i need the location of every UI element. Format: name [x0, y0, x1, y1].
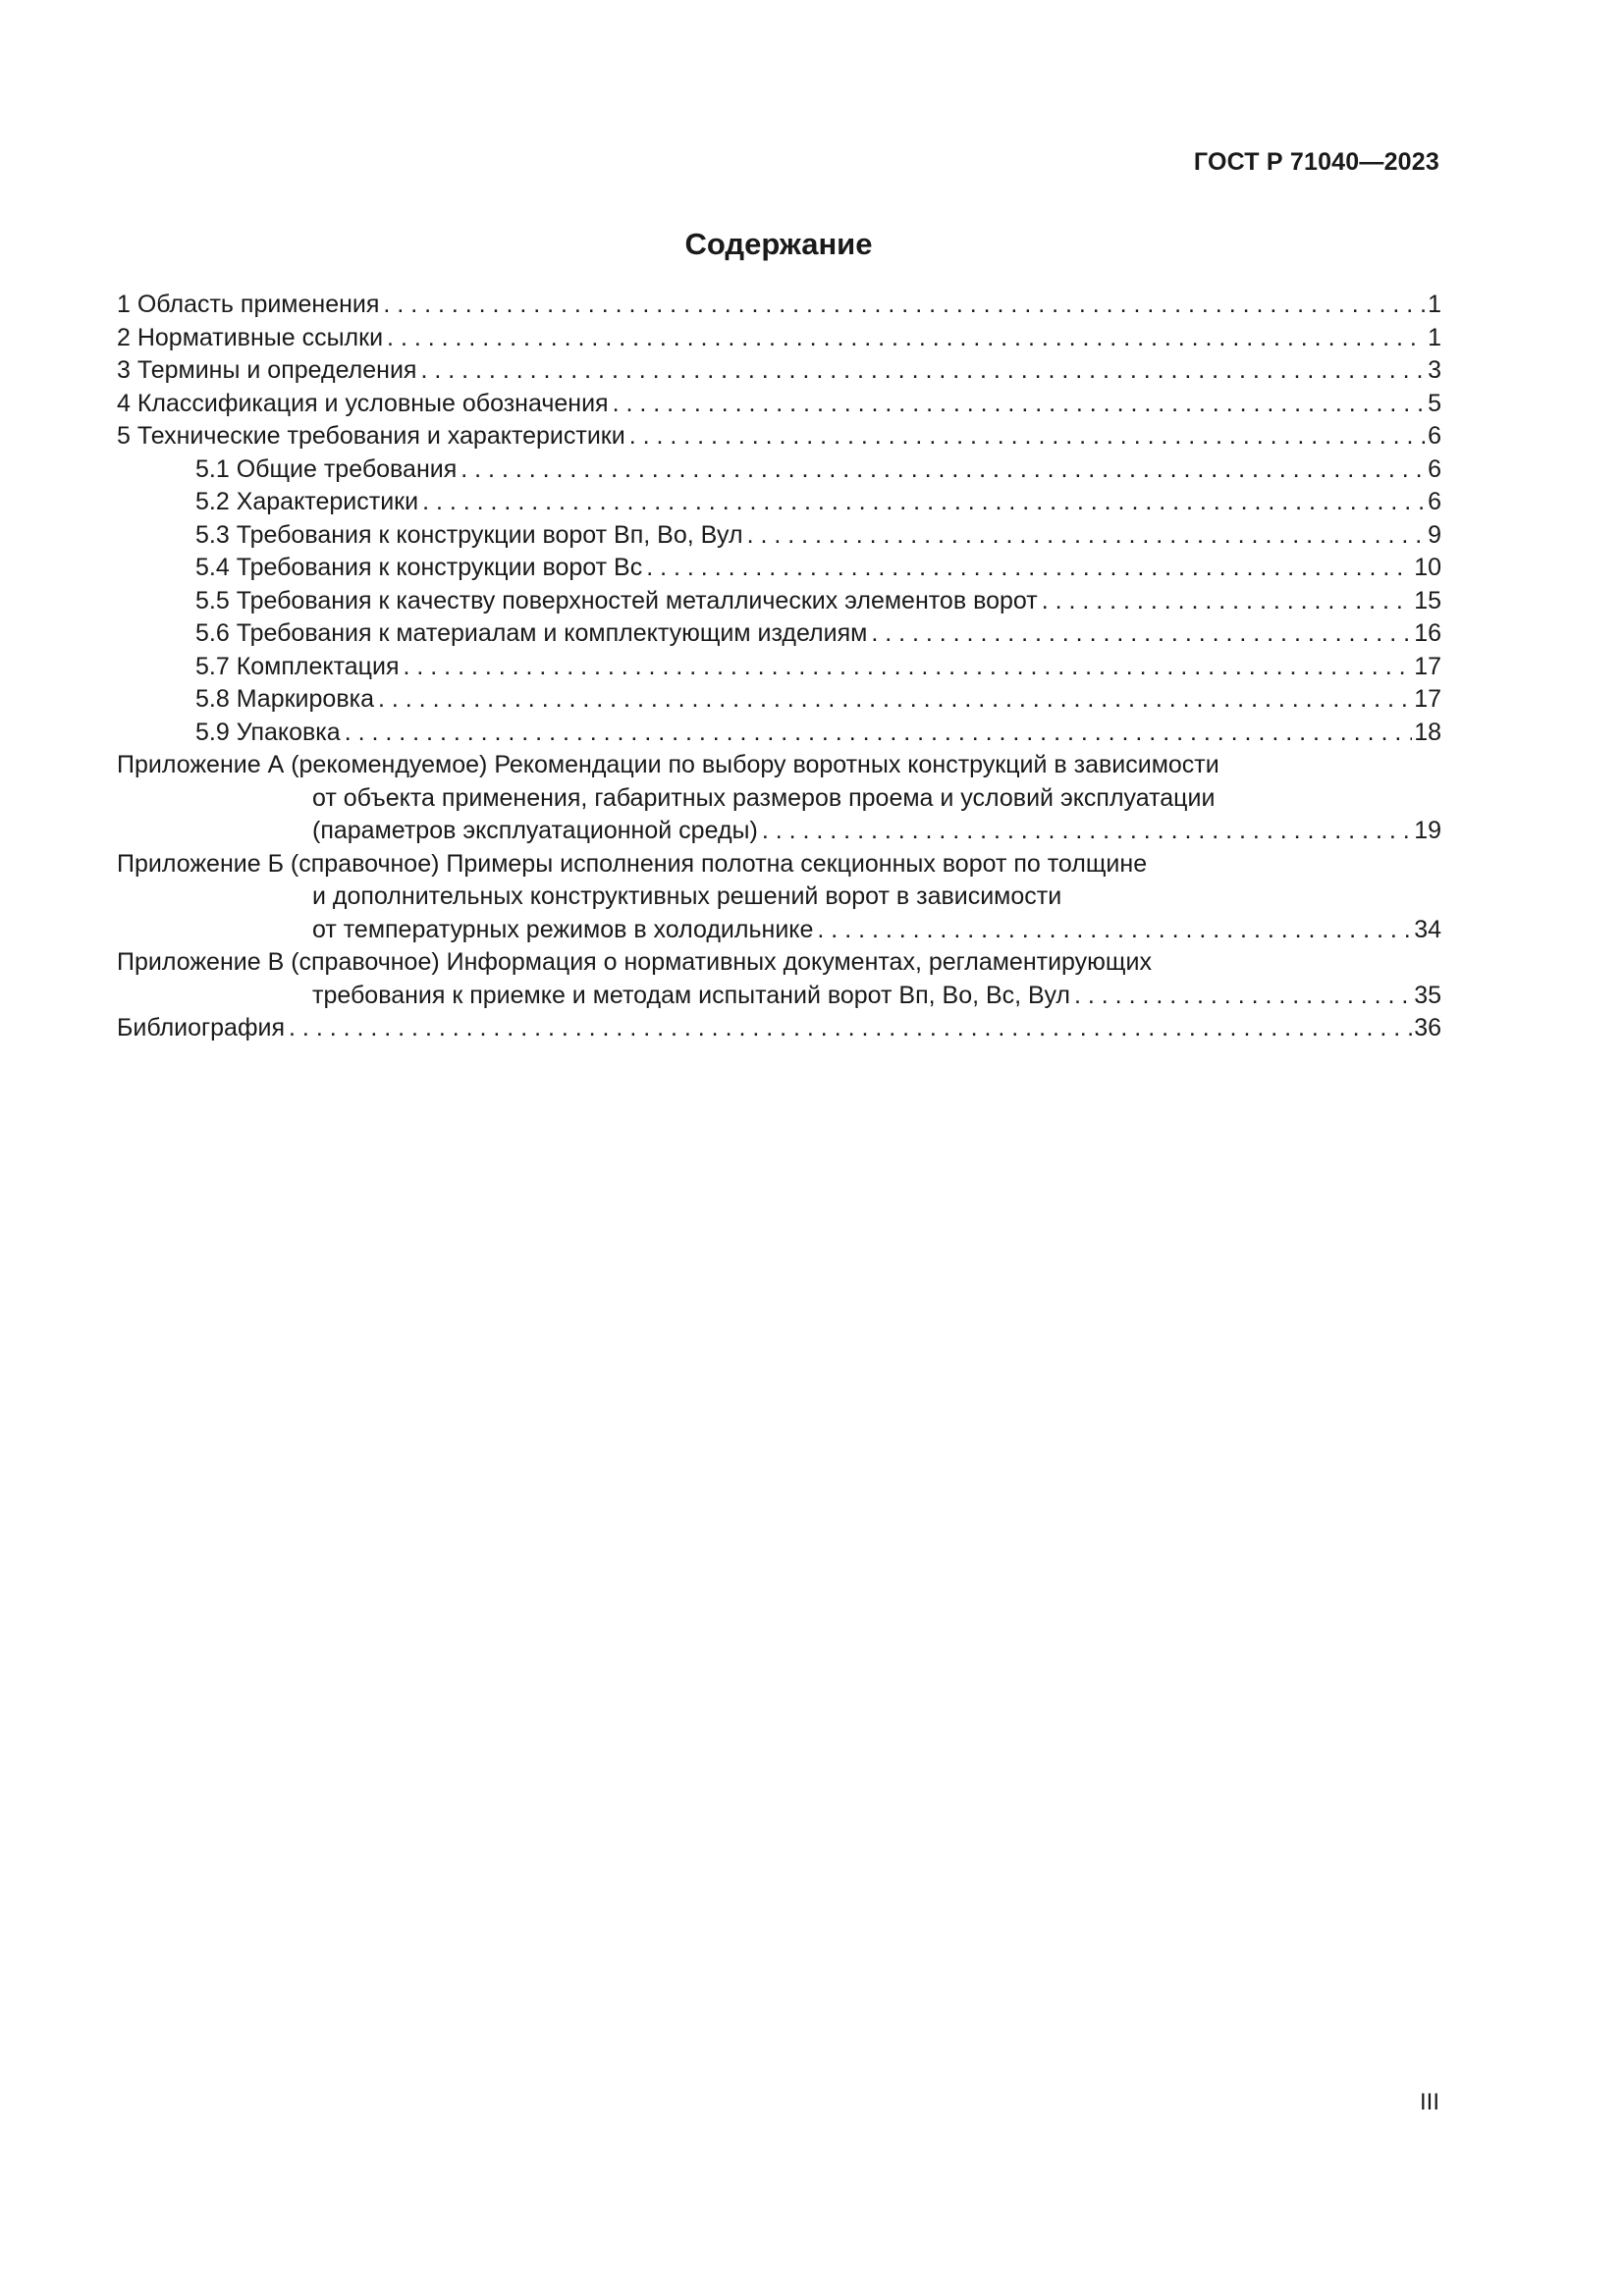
- toc-entry-text: 5.2 Характеристики: [195, 488, 419, 515]
- toc-page-number: 15: [1414, 586, 1441, 614]
- toc-entry-text: 5.5 Требования к качеству поверхностей металлических элементов ворот: [195, 586, 1038, 614]
- toc-page-number: 3: [1428, 356, 1441, 384]
- document-code: ГОСТ Р 71040—2023: [1193, 148, 1439, 176]
- toc-entry[interactable]: [117, 585, 1441, 618]
- toc-entry[interactable]: [117, 683, 1441, 717]
- dot-leader: [613, 388, 1427, 421]
- toc-entry-text: Приложение Б (справочное) Примеры исполнения полотна секционных ворот по толщине: [117, 849, 1148, 878]
- dot-leader: [1074, 980, 1412, 1013]
- toc-entry[interactable]: [117, 717, 1441, 750]
- toc-page-number: 16: [1414, 619, 1441, 647]
- dot-leader: [747, 519, 1427, 553]
- dot-leader: [387, 322, 1426, 355]
- page-number: III: [1419, 2089, 1439, 2115]
- toc-entry[interactable]: [117, 848, 1441, 947]
- toc-page-number: 35: [1414, 981, 1441, 1009]
- toc-entry-text: 5.9 Упаковка: [195, 718, 341, 746]
- toc-entry-text: требования к приемке и методам испытаний ворот Вп, Во, Вс, Вул: [312, 981, 1070, 1009]
- toc-entry-text: 5.8 Маркировка: [195, 685, 374, 713]
- toc-page-number: 10: [1414, 554, 1441, 581]
- dot-leader: [460, 454, 1426, 487]
- toc-entry-text: от температурных режимов в холодильнике: [312, 915, 814, 943]
- dot-leader: [378, 683, 1412, 717]
- toc-entry-text: 1 Область применения: [117, 291, 380, 318]
- toc-page-number: 34: [1414, 915, 1441, 943]
- toc-entry-text: Приложение В (справочное) Информация о нормативных документах, регламентирующих: [117, 948, 1152, 976]
- toc-page-number: 19: [1414, 817, 1441, 844]
- dot-leader: [345, 717, 1412, 750]
- toc-entry[interactable]: [117, 946, 1441, 1012]
- toc-page-number: 9: [1428, 520, 1441, 549]
- toc-entry-text: Библиография: [117, 1014, 286, 1041]
- toc-page-number: 1: [1428, 291, 1441, 318]
- toc-page-number: 6: [1428, 422, 1441, 450]
- toc-entry-text: от объекта применения, габаритных размеров проема и условий эксплуатации: [312, 783, 1216, 812]
- dot-leader: [629, 420, 1426, 454]
- toc-page-number: 5: [1428, 389, 1441, 417]
- toc-entry[interactable]: [117, 617, 1441, 651]
- toc-entry-text: 5.4 Требования к конструкции ворот Вс: [195, 554, 643, 581]
- dot-leader: [762, 815, 1412, 848]
- table-of-contents: [117, 289, 1441, 1045]
- dot-leader: [420, 354, 1426, 388]
- toc-entry-text: 5.3 Требования к конструкции ворот Вп, Во, Вул: [195, 520, 743, 549]
- toc-entry[interactable]: [117, 388, 1441, 421]
- dot-leader: [817, 914, 1412, 947]
- toc-page-number: 18: [1414, 718, 1441, 746]
- toc-entry[interactable]: [117, 420, 1441, 454]
- toc-page-number: 6: [1428, 454, 1441, 483]
- toc-entry-text: Приложение А (рекомендуемое) Рекомендации по выбору воротных конструкций в зависимости: [117, 751, 1219, 778]
- dot-leader: [871, 617, 1412, 651]
- toc-page-number: 1: [1428, 323, 1441, 351]
- dot-leader: [1042, 585, 1413, 618]
- toc-entry-text: 5 Технические требования и характеристики: [117, 422, 625, 450]
- dot-leader: [383, 289, 1426, 322]
- toc-entry-text: и дополнительных конструктивных решений ворот в зависимости: [312, 882, 1062, 910]
- toc-title: Содержание: [684, 227, 873, 261]
- toc-entry-text: 5.1 Общие требования: [195, 454, 458, 483]
- dot-leader: [646, 552, 1412, 585]
- dot-leader: [289, 1012, 1412, 1045]
- toc-entry[interactable]: [117, 651, 1441, 684]
- toc-entry[interactable]: [117, 749, 1441, 848]
- toc-entry-text: 5.7 Комплектация: [195, 652, 400, 680]
- toc-entry-text: 2 Нормативные ссылки: [117, 323, 384, 351]
- toc-entry-text: 3 Термины и определения: [117, 356, 417, 384]
- toc-entry-text: 5.6 Требования к материалам и комплектующим изделиям: [195, 619, 868, 647]
- toc-page-number: 17: [1414, 652, 1441, 680]
- toc-page-number: 36: [1414, 1014, 1441, 1041]
- toc-entry[interactable]: [117, 322, 1441, 355]
- toc-entry-text: 4 Классификация и условные обозначения: [117, 389, 609, 417]
- dot-leader: [404, 651, 1413, 684]
- toc-entry[interactable]: [117, 552, 1441, 585]
- toc-entry[interactable]: [117, 486, 1441, 519]
- toc-entry[interactable]: [117, 1012, 1441, 1045]
- toc-entry-text: (параметров эксплуатационной среды): [312, 817, 758, 844]
- toc-page-number: 17: [1414, 685, 1441, 713]
- toc-entry[interactable]: [117, 289, 1441, 322]
- toc-entry[interactable]: [117, 454, 1441, 487]
- dot-leader: [422, 486, 1426, 519]
- toc-entry[interactable]: [117, 519, 1441, 553]
- toc-page-number: 6: [1428, 488, 1441, 515]
- toc-entry[interactable]: [117, 354, 1441, 388]
